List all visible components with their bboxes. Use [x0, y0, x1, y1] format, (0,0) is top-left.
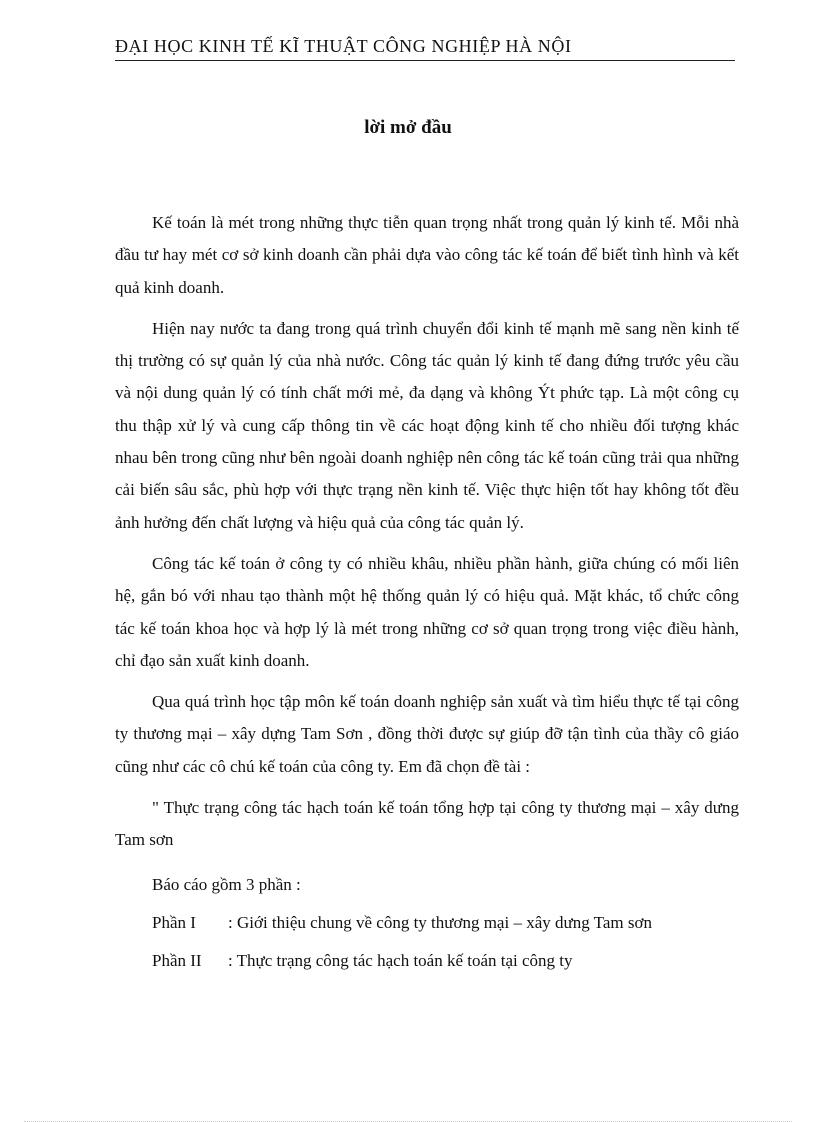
- paragraph-3: Công tác kế toán ở công ty có nhiều khâu, nhiều phần hành, giữa chúng có mối liên hệ, gắn bó với nhau tạo thành một hệ thống quản lý có hiệu quả. Mặt khác, tổ chức công tác kế toán khoa học và hợp lý là mét trong những cơ sở quan trọng trong việc điều hành, chỉ đạo sản xuất kinh doanh.: [115, 553, 739, 670]
- page-bottom-divider: [24, 1121, 792, 1122]
- part-item: [152, 904, 739, 942]
- part-item: [152, 942, 739, 980]
- part-label: Phần II: [152, 950, 202, 970]
- page-title: lời mở đầu: [364, 117, 452, 138]
- paragraph-1: Kế toán là mét trong những thực tiễn quan trọng nhất trong quản lý kinh tế. Mỗi nhà đầu tư hay mét cơ sở kinh doanh cần phải dựa vào công tác kế toán để biết tình hình và kết quả kinh doanh.: [115, 213, 739, 297]
- document-body: [115, 207, 739, 980]
- part-label: Phần I: [152, 912, 196, 932]
- paragraph-4: Qua quá trình học tập môn kế toán doanh nghiệp sản xuất và tìm hiểu thực tế tại công ty thương mại – xây dựng Tam Sơn , đồng thời được sự giúp đỡ tận tình của thầy cô giáo cũng như các cô chú kế toán của công ty. Em đã chọn đề tài :: [115, 692, 739, 776]
- paragraph-5-topic: " Thực trạng công tác hạch toán kế toán tổng hợp tại công ty thương mại – xây dưng Tam sơn: [115, 798, 739, 850]
- part-description: : Giới thiệu chung về công ty thương mại – xây dưng Tam sơn: [228, 912, 652, 932]
- part-description: : Thực trạng công tác hạch toán kế toán tại công ty: [228, 950, 573, 970]
- paragraph-2: Hiện nay nước ta đang trong quá trình chuyển đổi kinh tế mạnh mẽ sang nền kinh tế thị trường có sự quản lý của nhà nước. Công tác quản lý kinh tế đang đứng trước yêu cầu và nội dung quản lý có tính chất mới mẻ, đa dạng và không Ýt phức tạp. Là một công cụ thu thập xử lý và cung cấp thông tin về các hoạt động kinh tế cho nhiều đối tượng khác nhau bên trong cũng như bên ngoài doanh nghiệp nên công tác kế toán cũng trải qua những cải biến sâu sắc, phù hợp với thực trạng nền kinh tế. Việc thực hiện tốt hay không tốt đều ảnh hưởng đến chất lượng và hiệu quả của công tác quản lý.: [115, 318, 739, 532]
- report-intro: Báo cáo gồm 3 phần :: [152, 874, 301, 894]
- running-header: ĐẠI HỌC KINH TẾ KĨ THUẬT CÔNG NGHIỆP HÀ NỘI: [115, 36, 735, 61]
